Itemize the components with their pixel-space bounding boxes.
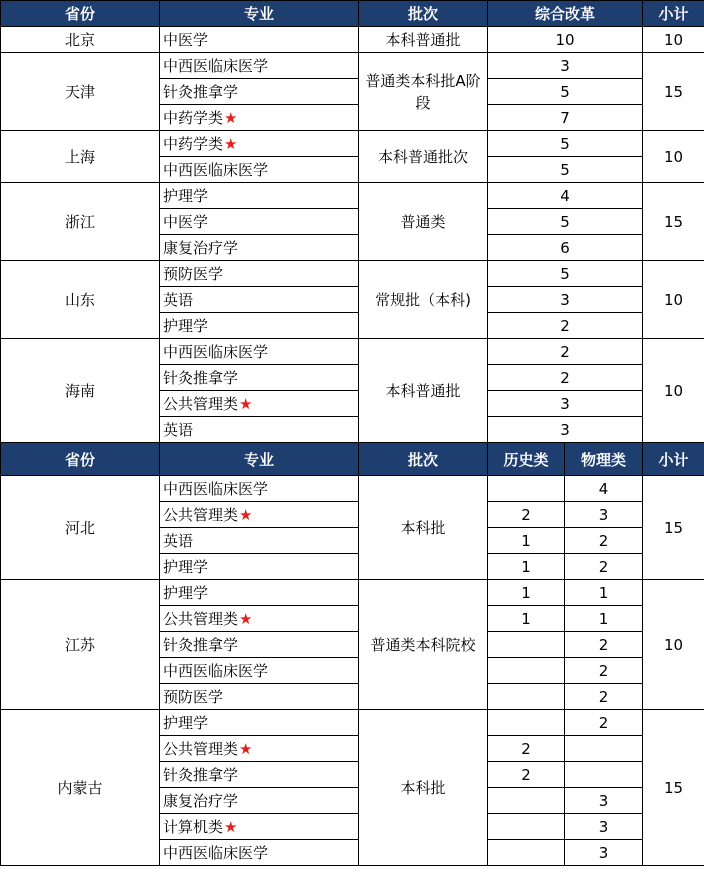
- major-cell: [160, 840, 359, 866]
- major-label: 护理学: [163, 714, 209, 732]
- physics-value-cell: 4: [565, 476, 643, 502]
- physics-value-cell: 3: [565, 788, 643, 814]
- major-cell: [160, 710, 359, 736]
- reform-value-cell: 7: [488, 105, 643, 131]
- subtotal-cell: 15: [643, 183, 704, 261]
- header-major: 专业: [160, 1, 359, 27]
- batch-cell: 本科普通批: [359, 339, 488, 443]
- major-label: 计算机类: [163, 818, 224, 836]
- header-physics: 物理类: [565, 443, 643, 476]
- major-label: 公共管理类: [163, 506, 239, 524]
- header-province: 省份: [1, 443, 160, 476]
- major-label: 中西医临床医学: [163, 480, 269, 498]
- history-value-cell: [488, 684, 565, 710]
- table-row: [1, 53, 704, 79]
- header-subtotal: 小计: [643, 1, 704, 27]
- province-cell: 海南: [1, 339, 160, 443]
- major-cell: [160, 762, 359, 788]
- header-subtotal: 小计: [643, 443, 704, 476]
- major-label: 中医学: [163, 31, 209, 49]
- major-label: 护理学: [163, 187, 209, 205]
- major-cell: [160, 606, 359, 632]
- major-label: 公共管理类: [163, 395, 239, 413]
- header-history: 历史类: [488, 443, 565, 476]
- province-cell: 北京: [1, 27, 160, 53]
- major-label: 康复治疗学: [163, 239, 239, 257]
- physics-value-cell: 2: [565, 554, 643, 580]
- major-label: 英语: [163, 532, 194, 550]
- history-value-cell: [488, 788, 565, 814]
- major-cell: [160, 554, 359, 580]
- table-row: [1, 131, 704, 157]
- star-icon: ★: [239, 610, 253, 628]
- table-row: [1, 183, 704, 209]
- subtotal-cell: 10: [643, 580, 704, 710]
- reform-value-cell: 3: [488, 287, 643, 313]
- table-body: [1, 1, 704, 866]
- major-label: 中西医临床医学: [163, 161, 269, 179]
- history-value-cell: 1: [488, 580, 565, 606]
- reform-value-cell: 5: [488, 209, 643, 235]
- batch-cell: 本科批: [359, 476, 488, 580]
- history-value-cell: [488, 814, 565, 840]
- major-label: 中西医临床医学: [163, 343, 269, 361]
- physics-value-cell: 3: [565, 814, 643, 840]
- batch-cell: 本科普通批次: [359, 131, 488, 183]
- major-cell: [160, 788, 359, 814]
- major-label: 中西医临床医学: [163, 844, 269, 862]
- history-value-cell: [488, 710, 565, 736]
- reform-value-cell: 5: [488, 157, 643, 183]
- history-value-cell: [488, 658, 565, 684]
- major-cell: [160, 235, 359, 261]
- major-cell: [160, 502, 359, 528]
- history-value-cell: 2: [488, 762, 565, 788]
- major-label: 公共管理类: [163, 740, 239, 758]
- table-row: [1, 27, 704, 53]
- major-cell: [160, 157, 359, 183]
- major-cell: [160, 528, 359, 554]
- major-cell: [160, 365, 359, 391]
- major-cell: [160, 105, 359, 131]
- major-label: 中医学: [163, 213, 209, 231]
- province-cell: 上海: [1, 131, 160, 183]
- major-label: 预防医学: [163, 688, 224, 706]
- subtotal-cell: 15: [643, 710, 704, 866]
- reform-value-cell: 5: [488, 261, 643, 287]
- history-value-cell: 1: [488, 528, 565, 554]
- star-icon: ★: [239, 740, 253, 758]
- major-cell: [160, 209, 359, 235]
- province-cell: 山东: [1, 261, 160, 339]
- batch-cell: 普通类本科批A阶段: [359, 53, 488, 131]
- batch-cell: 本科普通批: [359, 27, 488, 53]
- reform-value-cell: 3: [488, 391, 643, 417]
- major-label: 针灸推拿学: [163, 766, 239, 784]
- physics-value-cell: [565, 762, 643, 788]
- header-province: 省份: [1, 1, 160, 27]
- header-batch: 批次: [359, 1, 488, 27]
- major-cell: [160, 79, 359, 105]
- province-cell: 天津: [1, 53, 160, 131]
- reform-value-cell: 2: [488, 339, 643, 365]
- major-label: 护理学: [163, 584, 209, 602]
- physics-value-cell: 3: [565, 840, 643, 866]
- header-batch: 批次: [359, 443, 488, 476]
- major-label: 针灸推拿学: [163, 636, 239, 654]
- major-label: 中西医临床医学: [163, 57, 269, 75]
- major-cell: [160, 183, 359, 209]
- reform-value-cell: 3: [488, 417, 643, 443]
- reform-value-cell: 3: [488, 53, 643, 79]
- subtotal-cell: 10: [643, 261, 704, 339]
- major-label: 公共管理类: [163, 610, 239, 628]
- major-label: 中药学类: [163, 109, 224, 127]
- physics-value-cell: 2: [565, 658, 643, 684]
- major-cell: [160, 339, 359, 365]
- star-icon: ★: [224, 818, 238, 836]
- table-row: [1, 339, 704, 365]
- batch-cell: 普通类本科院校: [359, 580, 488, 710]
- table-row: [1, 710, 704, 736]
- batch-cell: 普通类: [359, 183, 488, 261]
- physics-value-cell: 3: [565, 502, 643, 528]
- header-major: 专业: [160, 443, 359, 476]
- table-row: [1, 476, 704, 502]
- history-value-cell: [488, 840, 565, 866]
- major-cell: [160, 131, 359, 157]
- star-icon: ★: [239, 395, 253, 413]
- major-cell: [160, 476, 359, 502]
- star-icon: ★: [239, 506, 253, 524]
- major-label: 中西医临床医学: [163, 662, 269, 680]
- province-cell: 内蒙古: [1, 710, 160, 866]
- history-value-cell: 2: [488, 502, 565, 528]
- reform-value-cell: 2: [488, 313, 643, 339]
- physics-value-cell: 2: [565, 684, 643, 710]
- reform-value-cell: 5: [488, 131, 643, 157]
- province-cell: 浙江: [1, 183, 160, 261]
- star-icon: ★: [224, 135, 238, 153]
- major-cell: [160, 391, 359, 417]
- subtotal-cell: 10: [643, 27, 704, 53]
- major-label: 康复治疗学: [163, 792, 239, 810]
- history-value-cell: [488, 632, 565, 658]
- major-label: 护理学: [163, 317, 209, 335]
- major-label: 预防医学: [163, 265, 224, 283]
- physics-value-cell: 2: [565, 632, 643, 658]
- batch-cell: 常规批（本科): [359, 261, 488, 339]
- major-label: 中药学类: [163, 135, 224, 153]
- star-icon: ★: [224, 109, 238, 127]
- history-value-cell: 1: [488, 554, 565, 580]
- major-cell: [160, 580, 359, 606]
- province-cell: 河北: [1, 476, 160, 580]
- header-reform: 综合改革: [488, 1, 643, 27]
- subtotal-cell: 10: [643, 339, 704, 443]
- major-cell: [160, 632, 359, 658]
- major-label: 英语: [163, 291, 194, 309]
- major-label: 英语: [163, 421, 194, 439]
- reform-value-cell: 4: [488, 183, 643, 209]
- header-row-1: [1, 1, 704, 27]
- major-cell: [160, 313, 359, 339]
- physics-value-cell: [565, 736, 643, 762]
- reform-value-cell: 5: [488, 79, 643, 105]
- physics-value-cell: 1: [565, 606, 643, 632]
- physics-value-cell: 2: [565, 528, 643, 554]
- subtotal-cell: 15: [643, 476, 704, 580]
- major-cell: [160, 736, 359, 762]
- major-cell: [160, 417, 359, 443]
- major-label: 护理学: [163, 558, 209, 576]
- table-row: [1, 580, 704, 606]
- table-row: [1, 261, 704, 287]
- reform-value-cell: 10: [488, 27, 643, 53]
- physics-value-cell: 2: [565, 710, 643, 736]
- header-row-2: [1, 443, 704, 476]
- major-cell: [160, 53, 359, 79]
- major-cell: [160, 684, 359, 710]
- major-cell: [160, 658, 359, 684]
- major-cell: [160, 27, 359, 53]
- reform-value-cell: 6: [488, 235, 643, 261]
- history-value-cell: [488, 476, 565, 502]
- history-value-cell: 1: [488, 606, 565, 632]
- major-cell: [160, 287, 359, 313]
- major-cell: [160, 814, 359, 840]
- subtotal-cell: 15: [643, 53, 704, 131]
- subtotal-cell: 10: [643, 131, 704, 183]
- reform-value-cell: 2: [488, 365, 643, 391]
- physics-value-cell: 1: [565, 580, 643, 606]
- major-cell: [160, 261, 359, 287]
- province-cell: 江苏: [1, 580, 160, 710]
- major-label: 针灸推拿学: [163, 369, 239, 387]
- major-label: 针灸推拿学: [163, 83, 239, 101]
- history-value-cell: 2: [488, 736, 565, 762]
- batch-cell: 本科批: [359, 710, 488, 866]
